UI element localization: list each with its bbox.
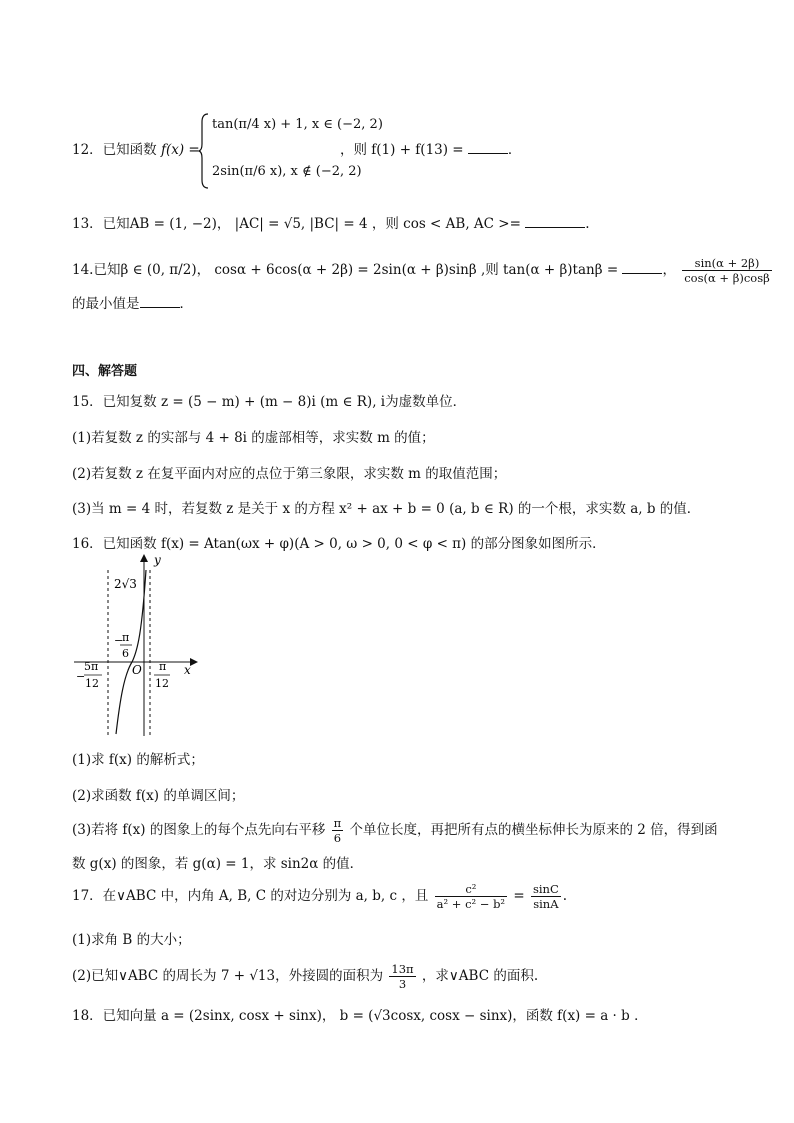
q18-stem: 18．已知向量 a = (2sinx, cosx + sinx)， b = (√3cosx, cosx − sinx)，函数 f(x) = a · b ． bbox=[72, 1008, 648, 1024]
x-axis-label: x bbox=[184, 663, 191, 677]
tick-neg-pi6-sign: − bbox=[114, 634, 124, 647]
tick-left-den: 12 bbox=[85, 677, 99, 690]
piecewise-brace-icon bbox=[198, 112, 210, 190]
q12-label: 12．已知函数 f(x) = bbox=[72, 142, 200, 158]
q14-line: 14.已知β ∈ (0, π/2)， cosα + 6cos(α + 2β) = 2sin(α + β)sinβ ,则 tan(α + β)tanβ = ， $\frac{\sin(\alpha + 2\beta)}{\cos(\alpha + \beta)\cos\beta}$ bbox=[72, 256, 770, 285]
q16-part-3: (3)若将 f(x) 的图象上的每个点先向右平移 $\frac{\pi}{6}$ 个单位长度，再把所有点的横坐标伸长为原来的 2 倍，得到函 bbox=[72, 816, 718, 845]
x-arrow-icon bbox=[190, 658, 198, 666]
q17-part-1: (1)求角 B 的大小； bbox=[72, 932, 191, 948]
tick-left-num: 5π bbox=[84, 660, 99, 673]
y-tick-label: 2√3 bbox=[114, 577, 137, 591]
q15-part-1: (1)若复数 z 的实部与 4 + 8i 的虚部相等，求实数 m 的值； bbox=[72, 430, 435, 446]
q15-stem: 15．已知复数 z = (5 − m) + (m − 8)i (m ∈ R), i为虚数单位． bbox=[72, 394, 467, 410]
answer-blank[interactable] bbox=[468, 141, 508, 154]
q16-stem: 16．已知函数 f(x) = Atan(ωx + φ)(A > 0, ω > 0, 0 < φ < π) 的部分图象如图所示． bbox=[72, 536, 606, 552]
answer-blank[interactable] bbox=[525, 215, 585, 228]
tick-neg-pi6-den: 6 bbox=[122, 647, 129, 660]
q17-stem: 17．在∨ABC 中，内角 A, B, C 的对边分别为 a, b, c ，且 $\frac{\text{c²}}{\text{a² + c² − b²}}$ = $\frac{\sin C}{\sin A}$ . bbox=[72, 882, 568, 911]
q15-part-2: (2)若复数 z 在复平面内对应的点位于第三象限，求实数 m 的取值范围； bbox=[72, 466, 507, 482]
y-arrow-icon bbox=[140, 554, 148, 562]
tick-right-den: 12 bbox=[155, 677, 169, 690]
q17-area-fraction: $\frac{13\pi}{3}$ bbox=[391, 962, 414, 991]
q16-part-2: (2)求函数 f(x) 的单调区间； bbox=[72, 788, 245, 804]
section-title: 四、解答题 bbox=[72, 364, 138, 379]
q17-part-2: (2)已知∨ABC 的周长为 7 + √13，外接圆的面积为 $\frac{13\pi}{3}$ ，求∨ABC 的面积. bbox=[72, 962, 539, 991]
tangent-curve bbox=[116, 570, 146, 734]
answer-blank[interactable] bbox=[622, 261, 662, 274]
q17-fraction-2: $\frac{\sin C}{\sin A}$ bbox=[532, 882, 559, 911]
q14-fraction: $\frac{\sin(\alpha + 2\beta)}{\cos(\alpha + \beta)\cos\beta}$ bbox=[684, 256, 770, 285]
q13-line: 13．已知AB = (1, −2)， |AC| = √5, |BC| = 4 ，则 cos < AB, AC >= . bbox=[72, 216, 590, 232]
q12-piece-2: 2sin(π/6 x), x ∉ (−2, 2) bbox=[212, 164, 362, 179]
tick-neg-pi6-num: π bbox=[122, 631, 130, 644]
y-axis-label: y bbox=[154, 553, 161, 567]
answer-blank[interactable] bbox=[140, 295, 180, 308]
q14-line-2: 的最小值是 ． bbox=[72, 296, 193, 312]
q12-tail: ，则 f(1) + f(13) = ． bbox=[340, 142, 522, 158]
origin-label: O bbox=[132, 663, 142, 677]
tangent-graph bbox=[70, 550, 200, 740]
q16-part-3-cont: 数 g(x) 的图象，若 g(α) = 1，求 sin2α 的值． bbox=[72, 856, 364, 872]
q15-part-3: (3)当 m = 4 时，若复数 z 是关于 x 的方程 x² + ax + b = 0 (a, b ∈ R) 的一个根，求实数 a, b 的值． bbox=[72, 501, 701, 517]
q12-piece-1: tan(π/4 x) + 1, x ∈ (−2, 2) bbox=[212, 117, 383, 132]
tick-left-sign: − bbox=[76, 670, 86, 683]
tick-right-num: π bbox=[159, 660, 167, 673]
q16-shift-fraction: $\frac{\pi}{6}$ bbox=[333, 816, 342, 845]
q16-part-1: (1)求 f(x) 的解析式； bbox=[72, 752, 204, 768]
q17-fraction-1: $\frac{\text{c²}}{\text{a² + c² − b²}}$ bbox=[436, 882, 506, 911]
